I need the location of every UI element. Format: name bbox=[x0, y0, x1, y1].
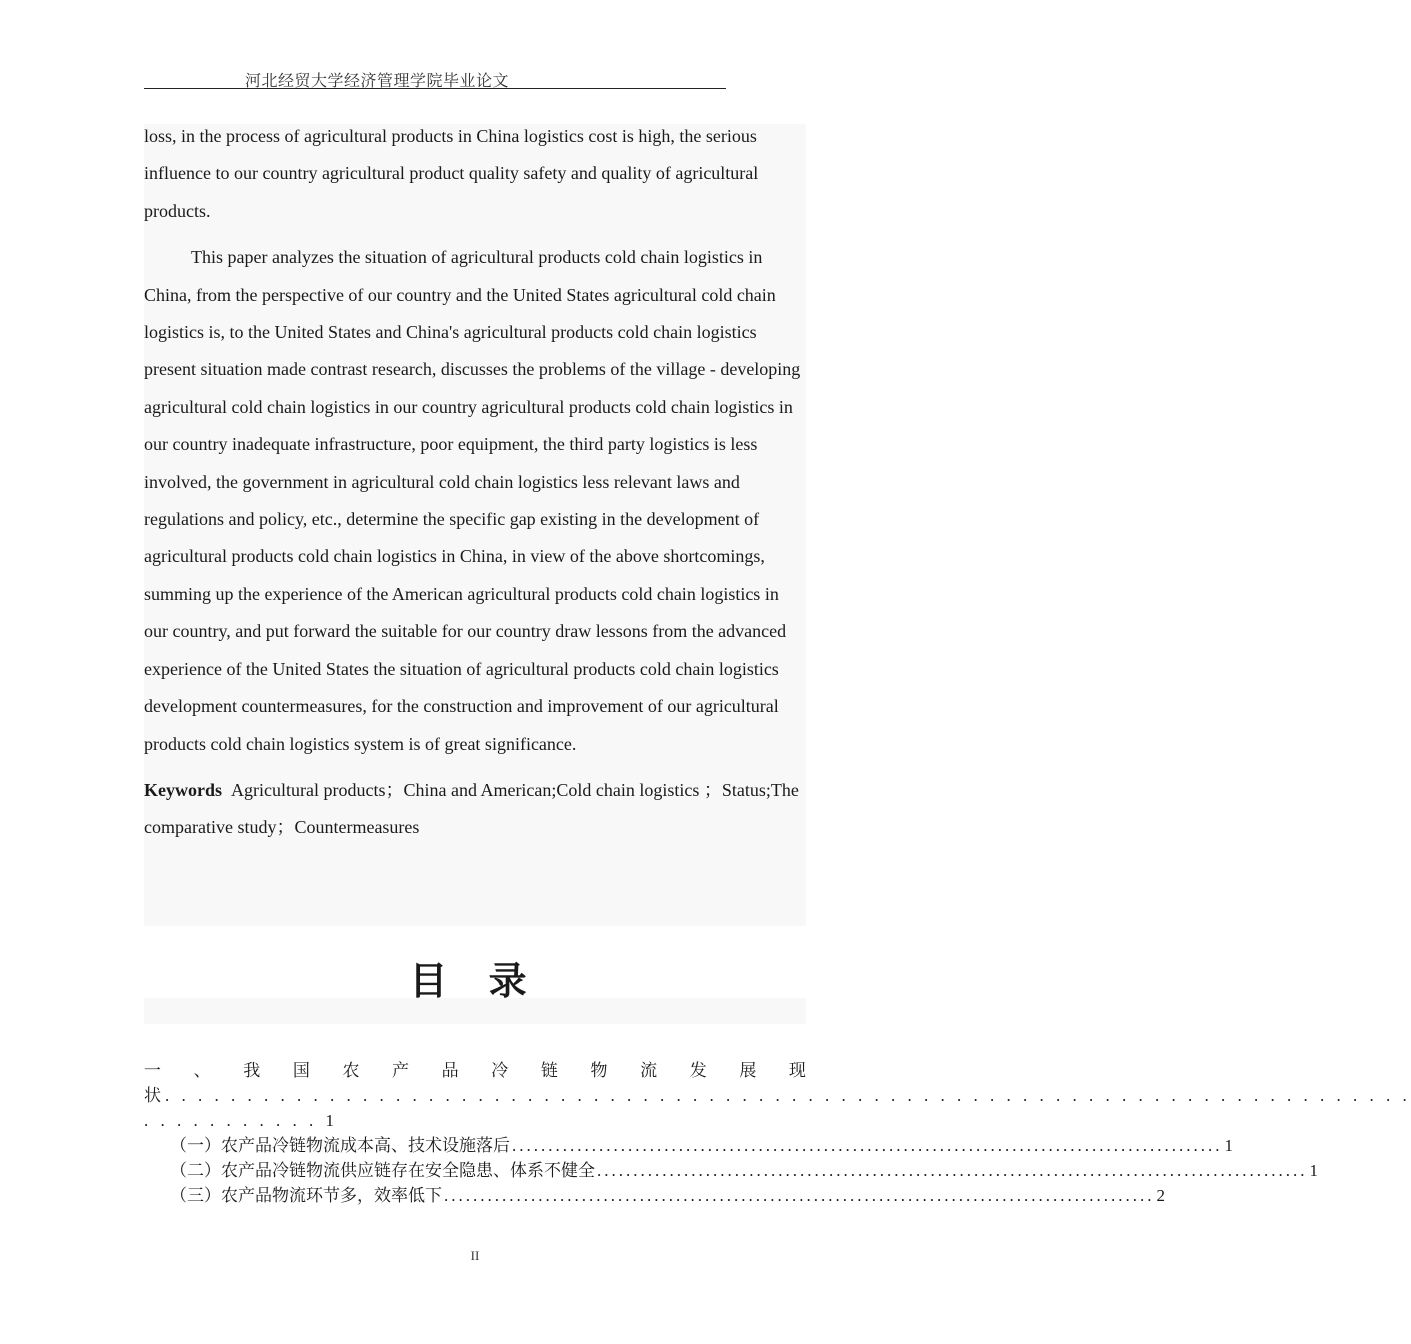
toc-char: 产 bbox=[392, 1061, 410, 1080]
toc-subentry-page: 2 bbox=[1156, 1186, 1165, 1205]
page-number: II bbox=[470, 1248, 480, 1263]
toc-char: 国 bbox=[292, 1061, 310, 1080]
toc-subentry-label: （三）农产品物流环节多，效率低下 bbox=[170, 1186, 442, 1205]
english-abstract bbox=[144, 118, 806, 847]
toc-leader: .................................................................................................. bbox=[444, 1186, 1155, 1205]
toc-char: 链 bbox=[540, 1061, 558, 1080]
header-title: 河北经贸大学经济管理学院毕业论文 bbox=[245, 73, 510, 90]
keywords-line bbox=[144, 772, 806, 847]
toc-char: 冷 bbox=[491, 1061, 509, 1080]
toc-char: 状 bbox=[144, 1086, 165, 1105]
toc-char: 现 bbox=[788, 1061, 806, 1080]
toc-subentry-2[interactable] bbox=[144, 1158, 1318, 1183]
page-header bbox=[144, 66, 726, 89]
toc-subentry-page: 1 bbox=[1224, 1136, 1233, 1155]
toc-leader: .................................................................................................. bbox=[512, 1136, 1223, 1155]
toc-entry-1-page: . . . . . . . . . . . 1 bbox=[144, 1111, 338, 1130]
toc-char: 我 bbox=[243, 1061, 261, 1080]
toc-char: 一 bbox=[144, 1061, 161, 1080]
toc-subentry-3[interactable] bbox=[144, 1183, 1165, 1208]
abstract-paragraph-1: loss, in the process of agricultural products in China logistics cost is high, the serious influence to our country agricultural product quality safety and quality of agricultural products. bbox=[144, 126, 759, 221]
toc-char: 展 bbox=[739, 1061, 757, 1080]
toc-subentry-1[interactable] bbox=[144, 1133, 1233, 1158]
toc-subentry-label: （一）农产品冷链物流成本高、技术设施落后 bbox=[170, 1136, 510, 1155]
toc-char: 、 bbox=[193, 1061, 211, 1080]
toc-entry-1-dots bbox=[144, 1083, 1411, 1108]
toc-char: 发 bbox=[689, 1061, 707, 1080]
toc-char: 农 bbox=[342, 1061, 360, 1080]
table-of-contents bbox=[144, 1058, 1411, 1208]
keywords-text: Agricultural products；China and American;Cold chain logistics ；Status;The comparative study；Countermeasures bbox=[144, 779, 799, 838]
toc-title: 目 录 bbox=[409, 959, 541, 1003]
toc-entry-1-heading bbox=[144, 1058, 806, 1083]
toc-leader: .................................................................................................. bbox=[597, 1161, 1308, 1180]
toc-subentry-page: 1 bbox=[1309, 1161, 1318, 1180]
toc-char: 流 bbox=[640, 1061, 658, 1080]
abstract-paragraph-2: This paper analyzes the situation of agricultural products cold chain logistics in China, from the perspective of our country and the United States agricultural cold chain logistics is, to the United States and China's agricultural products cold chain logistics present situation made contrast research, discusses the problems of the village - developing agricultural cold chain logistics in our country agricultural products cold chain logistics in our country inadequate infrastructure, poor equipment, the third party logistics is less involved, the government in agricultural cold chain logistics less relevant laws and regulations and policy, etc., determine the specific gap existing in the development of agricultural products cold chain logistics in China, in view of the above shortcomings, summing up the experience of the American agricultural products cold chain logistics in our country, and put forward the suitable for our country draw lessons from the advanced experience of the United States the situation of agricultural products cold chain logistics development countermeasures, for the construction and improvement of our agricultural products cold chain logistics system is of great significance. bbox=[144, 247, 801, 754]
toc-char: 品 bbox=[441, 1061, 459, 1080]
keywords-label: Keywords bbox=[144, 779, 222, 800]
toc-char: 物 bbox=[590, 1061, 608, 1080]
toc-leader: . . . . . . . . . . . . . . . . . . . . . . . . . . . . . . . . . . . . . . . . . . . . . . . . . . . . . . . . . . . . . . . . . . . . . . . . . . . . bbox=[165, 1086, 1411, 1105]
toc-entry-1[interactable] bbox=[144, 1058, 1411, 1133]
toc-subentry-label: （二）农产品冷链物流供应链存在安全隐患、体系不健全 bbox=[170, 1161, 595, 1180]
